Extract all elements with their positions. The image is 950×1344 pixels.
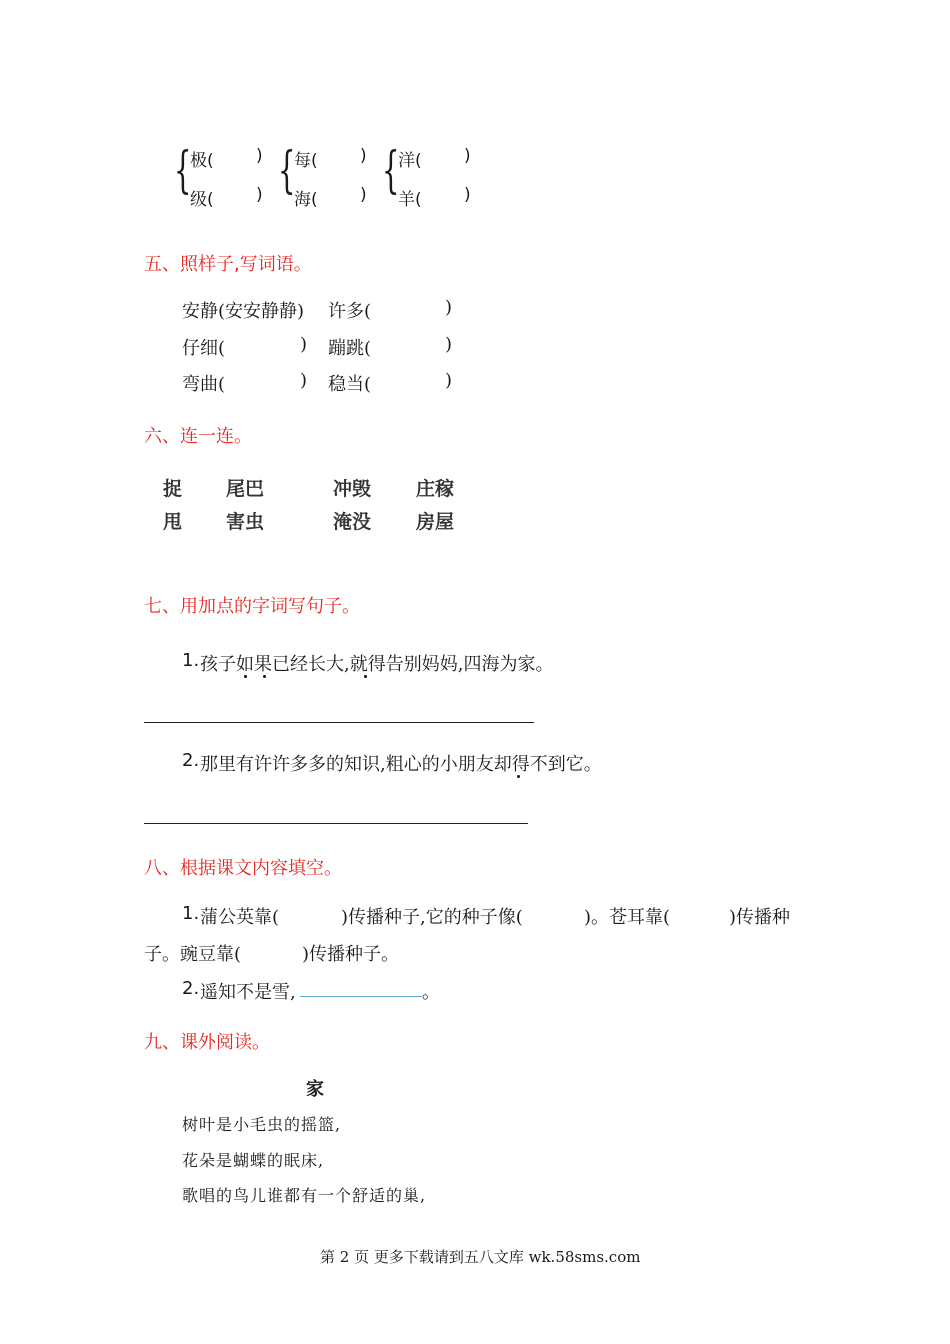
emphasis-dot-icon: [364, 675, 367, 678]
word-close: ): [300, 370, 308, 391]
item-number: 2.: [182, 978, 200, 999]
sentence-number: 2.: [182, 750, 200, 771]
connect-word: 房屋: [416, 511, 455, 533]
section-heading-9: 九、课外阅读。: [144, 1032, 270, 1053]
group-bottom-char: 羊(: [398, 190, 422, 210]
poem-line: 树叶是小毛虫的摇篮,: [182, 1115, 342, 1134]
group-top-close: ): [464, 146, 471, 166]
sentence-1: 孩子如果已经长大,就得告别妈妈,四海为家。: [200, 654, 554, 675]
sentence-number: 1.: [182, 650, 200, 671]
brace-icon: {: [278, 141, 296, 199]
group-bottom-close: ): [256, 185, 263, 205]
fill-text: )传播种子。: [302, 944, 400, 965]
group-top-char: 每(: [294, 151, 318, 171]
brace-icon: {: [382, 141, 400, 199]
answer-line[interactable]: [144, 722, 534, 723]
brace-icon: {: [174, 141, 192, 199]
word-close: ): [445, 297, 453, 318]
connect-word: 尾巴: [226, 478, 265, 500]
word-close: ): [300, 334, 308, 355]
section-heading-7: 七、用加点的字词写句子。: [144, 596, 360, 617]
emphasis-dot-icon: [263, 675, 266, 678]
word-prompt: 稳当(: [328, 374, 372, 395]
connect-word: 捉: [163, 478, 183, 500]
group-top-char: 极(: [190, 151, 214, 171]
emphasis-dot-icon: [517, 775, 520, 778]
connect-word: 冲毁: [333, 478, 372, 500]
section-heading-6: 六、连一连。: [144, 426, 252, 447]
connect-word: 庄稼: [416, 478, 455, 500]
answer-blank[interactable]: [300, 996, 422, 997]
connect-word: 甩: [163, 511, 183, 533]
fill-text: )。苍耳靠(: [584, 907, 671, 928]
answer-line[interactable]: [144, 823, 528, 824]
poem-line: 花朵是蝴蝶的眠床,: [182, 1151, 325, 1170]
section-heading-5: 五、照样子,写词语。: [144, 254, 312, 275]
group-top-close: ): [256, 146, 263, 166]
fill-text: )传播种: [729, 907, 791, 928]
word-close: ): [445, 334, 453, 355]
poem-line: 歌唱的鸟儿谁都有一个舒适的巢,: [182, 1186, 427, 1205]
poem-title: 家: [306, 1079, 324, 1100]
word-close: ): [445, 370, 453, 391]
emphasis-dot-icon: [244, 675, 247, 678]
fill-text: 蒲公英靠(: [200, 907, 280, 928]
group-bottom-char: 海(: [294, 190, 318, 210]
section-heading-8: 八、根据课文内容填空。: [144, 858, 342, 879]
word-prompt: 弯曲(: [182, 374, 226, 395]
connect-word: 淹没: [333, 511, 372, 533]
group-top-close: ): [360, 146, 367, 166]
fill-text: 子。豌豆靠(: [144, 944, 242, 965]
word-example: 安静(安安静静): [182, 301, 305, 322]
group-bottom-close: ): [464, 185, 471, 205]
word-prompt: 仔细(: [182, 338, 226, 359]
fill-text: 。: [422, 982, 440, 1003]
word-prompt: 许多(: [328, 301, 372, 322]
page-footer: 第 2 页 更多下载请到五八文库 wk.58sms.com: [320, 1248, 641, 1266]
fill-text: )传播种子,它的种子像(: [341, 907, 523, 928]
sentence-2: 那里有许许多多的知识,粗心的小朋友却得不到它。: [200, 754, 602, 775]
fill-text: 遥知不是雪,: [200, 982, 296, 1003]
item-number: 1.: [182, 903, 200, 924]
group-top-char: 洋(: [398, 151, 422, 171]
group-bottom-close: ): [360, 185, 367, 205]
connect-word: 害虫: [226, 511, 265, 533]
group-bottom-char: 级(: [190, 190, 214, 210]
word-prompt: 蹦跳(: [328, 338, 372, 359]
